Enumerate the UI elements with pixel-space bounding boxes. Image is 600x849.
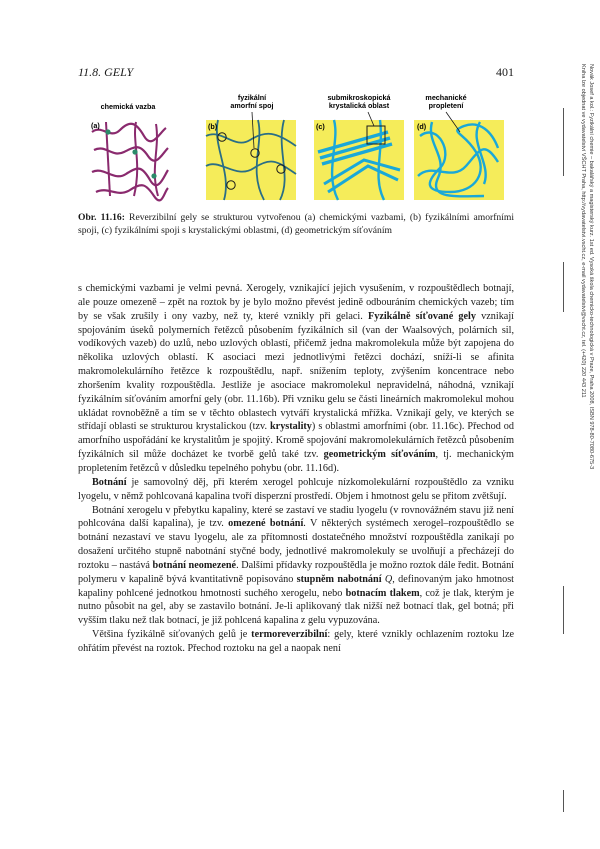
- panel-label-d: (d): [417, 122, 427, 131]
- margin-rule: [563, 108, 564, 176]
- running-header: [78, 65, 514, 81]
- text-run: , tj. mechanickým propletením řetězců v důsledku tepelného pohybu (obr. 11.16d).: [78, 449, 514, 474]
- label-mechanical-1: mechanické: [425, 93, 467, 102]
- text-run: Většina fyzikálně síťovaných gelů je: [92, 629, 252, 641]
- text-run: Botnání xerogelu v přebytku kapaliny, které se zastaví ve stadiu lyogelu (v rovnovážném stavu již není pohlcována další kapalina), je tzv.: [78, 504, 514, 530]
- text-run: vznikají spojováním úseků polymerních řetězců působením fyzikálních sil (van der Waalsových, polárních sil, vodíkových vazeb) do uzlů, nebo uzlových oblastí, přičemž jedna makromolekula může být zapojena do několika uzlových oblastí. K asociaci mezi jednotlivými řetězci dochází, sníží-li se afinita makromolekulárního řetězce k rozpouštědlu, např. snížením teploty, zvýšením koncentrace nebo zhoršením kvality rozpouštědla. Jestliže je asociace makromolekul nepravidelná, náhodná, vznikají fyzikálním síťováním amorfní gely (obr. 11.16b). Při vzniku gelu se části lineárních makromolekul mohou ukládat rovnoběžně a tím se v těchto oblastech vytváří krystalická mřížka. Vznikají gely, ve kterých se střídají oblasti se strukturou krystalickou (tzv.: [78, 310, 514, 433]
- caption-label: Obr. 11.16:: [78, 212, 125, 223]
- margin-rule: [563, 586, 564, 634]
- margin-rule: [563, 262, 564, 312]
- term-thermoreversible: termoreverzibilní: [251, 629, 328, 641]
- label-amorphous-1: fyzikální: [237, 93, 267, 102]
- panel-b: [206, 112, 296, 200]
- panel-label-c: (c): [316, 122, 325, 131]
- paragraph-4: [78, 628, 514, 656]
- term-swelling: Botnání: [92, 476, 127, 488]
- paragraph-3: [78, 504, 514, 629]
- text-run: , definovaným jako hmotnost kapaliny pohlcené jednotkou hmotnosti suchého xerogelu, nebo: [78, 573, 515, 599]
- figure-caption: [78, 211, 514, 237]
- sidebar-line-2: Kniha lze objednat ve vydavatelství VŠCHT Praha, http://vydavatelstvi.vscht.cz, e-mail vydavatelstvi@vscht.cz, tel. (+420) 220 443 211: [580, 64, 587, 398]
- text-run: s chemickými vazbami je velmi pevná. Xerogely, vznikající jejich vysušením, v rozpouštědlech botnají, ale pouze omezeně – zpět na roztok by je bylo možno převést jedině odbouráním chemických vazeb; tím by se však zrušily i ony vazby, než ty, které vznikly při gelaci.: [78, 283, 514, 322]
- margin-rule: [563, 790, 564, 812]
- figure-gel-structures: [88, 92, 508, 202]
- panel-a: [91, 121, 168, 200]
- panel-d: [414, 112, 504, 200]
- copyright-sidebar: [579, 64, 594, 469]
- caption-text: Reverzibilní gely se strukturou vytvořenou (a) chemickými vazbami, (b) fyzikálními amorfními spoji, (c) fyzikálními spoji s krystalickými oblastmi, (d) geometrickým síťováním: [78, 212, 514, 236]
- label-amorphous-2: amorfní spoj: [230, 101, 274, 110]
- panel-c: [314, 112, 404, 200]
- label-mechanical-2: propletení: [428, 101, 464, 110]
- paragraph-1: [78, 282, 514, 476]
- term-swelling-pressure: botnacím tlakem: [345, 587, 420, 599]
- paragraph-2: [78, 476, 514, 504]
- text-run: . V některých systémech xerogel–rozpouštědlo se botnání nezastaví ve stavu lyogelu, ale za přítomnosti dostatečného množství rozpouštědla zanikají po dosažení určitého stupně nabotnání styčné body, jednotlivé makromolekuly se uvolňují a přecházejí do roztoku – nastává: [78, 518, 514, 571]
- panel-label-a: (a): [91, 121, 100, 130]
- text-run: : gely, které vznikly ochlazením roztoku lze ohřátím převést na roztok. Přechod roztoku na gel a naopak není: [78, 629, 514, 654]
- term-degree-of-swelling: stupněm nabotnání: [296, 573, 382, 585]
- body-text: [78, 282, 514, 656]
- term-crystallites: krystality: [270, 421, 312, 433]
- term-limited-swelling: omezené botnání: [228, 518, 304, 530]
- text-run: . Dalšími přídavky rozpouštědla je možno roztok dále ředit. Botnání polymeru v kapalině bývá kvantitativně popisováno: [78, 559, 515, 585]
- label-crystalline-2: krystalická oblast: [328, 101, 390, 110]
- label-crystalline-1: submikroskopická: [327, 93, 391, 102]
- term-unlimited-swelling: botnání neomezené: [152, 559, 237, 571]
- sidebar-line-1: Novák Josef a kol.: Fyzikální chemie – bakalářský a magisterský kurz. 1st ed. Vysoká škola chemicko-technologická v Praze, Praha 2008, ISBN 978-80-7080-675-3: [588, 64, 594, 470]
- text-run: je samovolný děj, při kterém xerogel pohlcuje nízkomolekulární rozpouštědlo za vzniku lyogelu, v němž pohlcovaná kapalina tvoří disperzní prostředí. Objem i hmotnost gelu se přitom zvětšují.: [78, 476, 514, 502]
- panel-label-b: (b): [208, 122, 218, 131]
- label-chemical-bond: chemická vazba: [100, 102, 156, 111]
- symbol-q: Q: [381, 573, 393, 585]
- text-run: ) s oblastmi amorfními (obr. 11.16c). Přechod od amorfního uspořádání ke krystalitům je spojitý. Kromě spojování makromolekulárních řetězců působením fyzikálních sil může docházet ke tvorbě gelů také tzv.: [78, 421, 514, 461]
- page-number: 401: [496, 65, 514, 79]
- term-geometric-crosslinking: geometrickým síťováním: [323, 449, 436, 461]
- chapter-heading: 11.8. GELY: [78, 65, 134, 79]
- text-run: , což je tlak, kterým je nutno působit na gel, aby se zastavilo botnání. Je-li aplikovaný tlak nižší než botnací tlak, gel botná; při vyšším tlaku než tlak botnací, je již pohlcená kapalina z gelu vypuzována.: [78, 587, 514, 627]
- term-physically-crosslinked: Fyzikálně síťované gely: [368, 310, 476, 322]
